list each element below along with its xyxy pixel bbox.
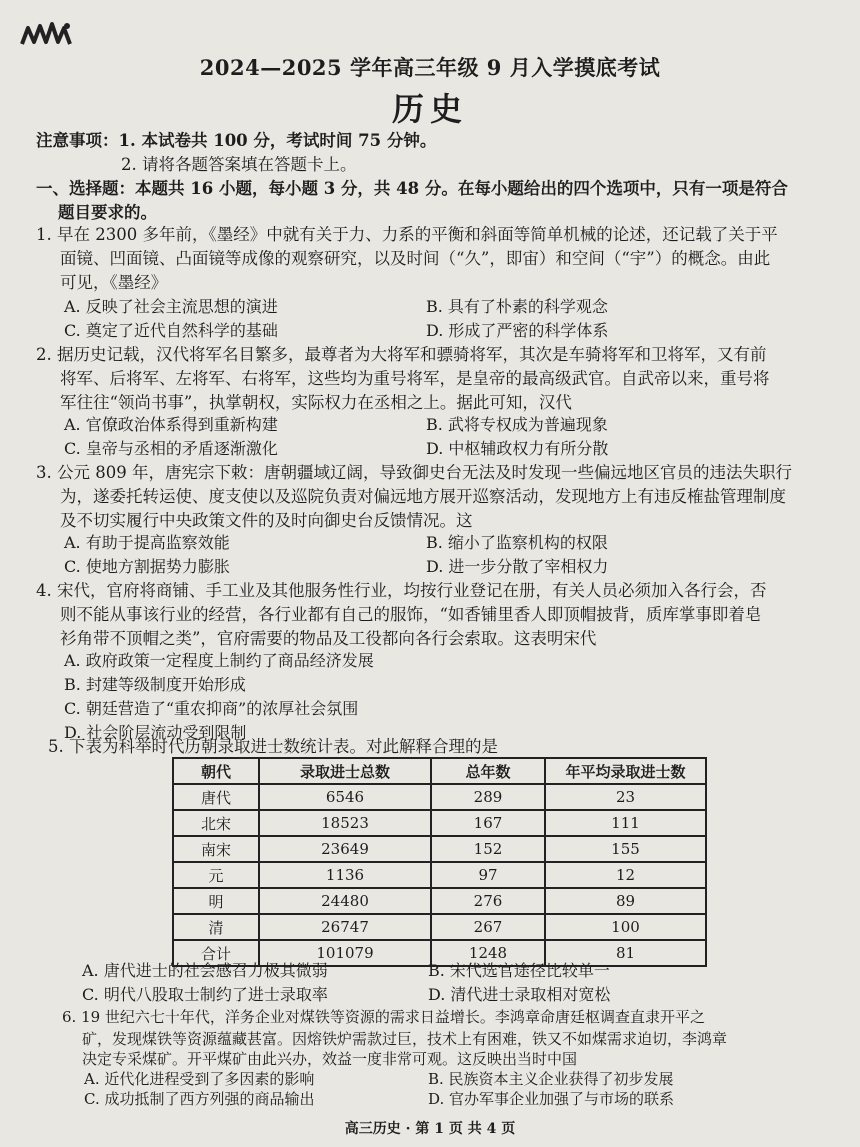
- subject-title: 历史: [391, 90, 468, 128]
- table-cell: 唐代: [173, 784, 259, 810]
- table-cell: 元: [173, 862, 259, 888]
- exam-title: 2024—2025 学年高三年级 9 月入学摸底考试: [199, 55, 661, 80]
- table-row: [173, 836, 706, 862]
- q5-option-b: B. 宋代选官途径比较单一: [428, 961, 610, 980]
- table-row: [173, 784, 706, 810]
- table-cell: 23649: [259, 836, 431, 862]
- q2-stem-line: 2. 据历史记载，汉代将军名目繁多，最尊者为大将军和骠骑将军，其次是车骑将军和卫将军，又有前: [36, 345, 767, 364]
- jinshi-table: [172, 757, 707, 967]
- table-header: 朝代: [173, 758, 259, 784]
- q4-option-b: B. 封建等级制度开始形成: [64, 675, 246, 694]
- table-cell: 26747: [259, 914, 431, 940]
- q1-stem-line: 1. 早在 2300 多年前，《墨经》中就有关于力、力系的平衡和斜面等简单机械的论述，还记载了关于平: [36, 225, 778, 244]
- page-footer: 高三历史 · 第 1 页 共 4 页: [344, 1121, 516, 1137]
- q2-option-c: C. 皇帝与丞相的矛盾逐渐激化: [64, 439, 278, 458]
- table-cell: 167: [431, 810, 545, 836]
- q1-option-c: C. 奠定了近代自然科学的基础: [64, 321, 278, 340]
- q4-stem-line: 则不能从事该行业的经营，各行业都有自己的服饰，“如香铺里香人即顶帽披背，质库掌事即着皂: [60, 605, 762, 624]
- table-header: 总年数: [431, 758, 545, 784]
- table-cell: 23: [545, 784, 706, 810]
- q5-option-d: D. 清代进士录取相对宽松: [428, 985, 611, 1004]
- table-header: 录取进士总数: [259, 758, 431, 784]
- q5-option-c: C. 明代八股取士制约了进士录取率: [82, 985, 328, 1004]
- q5-stem-line: 5. 下表为科举时代历朝录取进士数统计表。对此解释合理的是: [48, 737, 498, 756]
- q3-stem-line: 及不切实履行中央政策文件的及时向御史台反馈情况。这: [60, 511, 473, 530]
- q4-option-c: C. 朝廷营造了“重农抑商”的浓厚社会氛围: [64, 699, 359, 718]
- q5-option-a: A. 唐代进士的社会感召力极其微弱: [82, 961, 328, 980]
- q6-option-a: A. 近代化进程受到了多因素的影响: [84, 1070, 315, 1088]
- q2-option-a: A. 官僚政治体系得到重新构建: [64, 415, 278, 434]
- q6-stem-line: 矿，发现煤铁等资源蕴藏甚富。因熔铁炉需款过巨，技术上有困难，铁又不如煤需求迫切，李鸿章: [82, 1030, 728, 1048]
- table-cell: 合计: [173, 940, 259, 966]
- q1-option-a: A. 反映了社会主流思想的演进: [64, 297, 278, 316]
- table-cell: 北宋: [173, 810, 259, 836]
- notice-line-1: 注意事项：1. 本试卷共 100 分，考试时间 75 分钟。: [36, 131, 437, 150]
- q3-option-a: A. 有助于提高监察效能: [64, 533, 230, 552]
- section-heading-cont: 题目要求的。: [58, 203, 157, 222]
- table-cell: 276: [431, 888, 545, 914]
- q6-stem-line: 决定专采煤矿。开平煤矿由此兴办，效益一度非常可观。这反映出当时中国: [82, 1050, 578, 1068]
- q2-option-b: B. 武将专权成为普遍现象: [426, 415, 608, 434]
- table-cell: 100: [545, 914, 706, 940]
- table-cell: 1136: [259, 862, 431, 888]
- q2-option-d: D. 中枢辅政权力有所分散: [426, 439, 609, 458]
- table-cell: 18523: [259, 810, 431, 836]
- q3-stem-line: 为，遂委托转运使、度支使以及巡院负责对偏远地方展开巡察活动，发现地方上有违反榷盐管理制度: [60, 487, 786, 506]
- table-cell: 289: [431, 784, 545, 810]
- q3-option-b: B. 缩小了监察机构的权限: [426, 533, 608, 552]
- q6-option-b: B. 民族资本主义企业获得了初步发展: [428, 1070, 674, 1088]
- table-cell: 明: [173, 888, 259, 914]
- table-cell: 24480: [259, 888, 431, 914]
- table-cell: 南宋: [173, 836, 259, 862]
- q1-stem-line: 可见，《墨经》: [60, 273, 168, 292]
- section-heading: 一、选择题：本题共 16 小题，每小题 3 分，共 48 分。在每小题给出的四个选项中，只有一项是符合: [36, 179, 788, 198]
- table-cell: 89: [545, 888, 706, 914]
- q3-option-c: C. 使地方割据势力膨胀: [64, 557, 230, 576]
- q6-stem-line: 6. 19 世纪六七十年代，洋务企业对煤铁等资源的需求日益增长。李鸿章命唐廷枢调查直隶开平之: [62, 1008, 705, 1026]
- table-row: [173, 862, 706, 888]
- table-cell: 111: [545, 810, 706, 836]
- table-header-row: [173, 758, 706, 784]
- table-row: [173, 810, 706, 836]
- q3-option-d: D. 进一步分散了宰相权力: [426, 557, 609, 576]
- table-row: [173, 914, 706, 940]
- table-cell: 6546: [259, 784, 431, 810]
- table-cell: 清: [173, 914, 259, 940]
- table-cell: 101079: [259, 940, 431, 966]
- q4-stem-line: 衫角带不顶帽之类”，官府需要的物品及工役都向各行会索取。这表明宋代: [60, 629, 597, 648]
- table-cell: 81: [545, 940, 706, 966]
- table-cell: 155: [545, 836, 706, 862]
- q6-option-c: C. 成功抵制了西方列强的商品输出: [84, 1090, 315, 1108]
- q1-stem-line: 面镜、凹面镜、凸面镜等成像的观察研究，以及时间（“久”，即宙）和空间（“宇”）的概念。由此: [60, 249, 771, 268]
- q4-stem-line: 4. 宋代，官府将商铺、手工业及其他服务性行业，均按行业登记在册，有关人员必须加入各行会，否: [36, 581, 767, 600]
- q2-stem-line: 将军、后将军、左将军、右将军，这些均为重号将军，是皇帝的最高级武官。自武帝以来，重号将: [60, 369, 770, 388]
- q1-option-d: D. 形成了严密的科学体系: [426, 321, 609, 340]
- table-header: 年平均录取进士数: [545, 758, 706, 784]
- q2-stem-line: 军往往“领尚书事”，执掌朝权，实际权力在丞相之上。据此可知，汉代: [60, 393, 572, 412]
- table-cell: 97: [431, 862, 545, 888]
- notice-line-2: 2. 请将各题答案填在答题卡上。: [121, 155, 357, 174]
- q4-option-a: A. 政府政策一定程度上制约了商品经济发展: [64, 651, 374, 670]
- q1-option-b: B. 具有了朴素的科学观念: [426, 297, 608, 316]
- table-cell: 1248: [431, 940, 545, 966]
- q6-option-d: D. 官办军事企业加强了与市场的联系: [428, 1090, 675, 1108]
- table-row: [173, 888, 706, 914]
- table-cell: 267: [431, 914, 545, 940]
- q4-option-d: D. 社会阶层流动受到限制: [64, 723, 247, 742]
- table-cell: 152: [431, 836, 545, 862]
- q3-stem-line: 3. 公元 809 年，唐宪宗下敕：唐朝疆域辽阔，导致御史台无法及时发现一些偏远地区官员的违法失职行: [36, 463, 792, 482]
- table-cell: 12: [545, 862, 706, 888]
- publisher-logo-icon: [18, 18, 74, 54]
